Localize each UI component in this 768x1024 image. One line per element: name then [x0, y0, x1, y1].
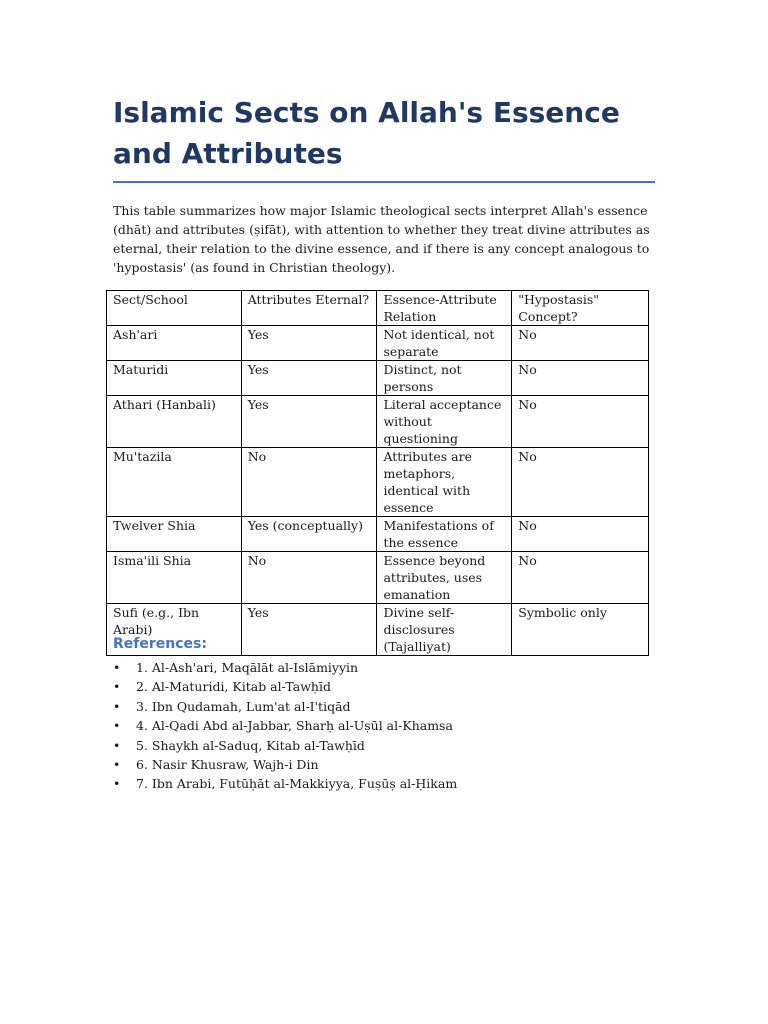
- table-row: [107, 361, 649, 396]
- cell-hypostasis: Symbolic only: [512, 604, 649, 656]
- bullet-icon: •: [113, 776, 121, 792]
- cell-eternal: No: [241, 552, 377, 604]
- bullet-icon: •: [113, 718, 121, 734]
- cell-sect: Ash'ari: [107, 326, 242, 361]
- cell-sect: Athari (Hanbali): [107, 396, 242, 448]
- cell-eternal: Yes (conceptually): [241, 517, 377, 552]
- header-hypostasis-concept: "Hypostasis" Concept?: [512, 291, 649, 326]
- reference-text: 3. Ibn Qudamah, Lum'at al-I'tiqād: [136, 698, 351, 714]
- table-header-row: [107, 291, 649, 326]
- list-item: [113, 697, 655, 716]
- list-item: [113, 677, 655, 696]
- cell-sect: Twelver Shia: [107, 517, 242, 552]
- bullet-icon: •: [113, 737, 121, 753]
- cell-hypostasis: No: [512, 396, 649, 448]
- table-row: [107, 448, 649, 517]
- cell-sect: Mu'tazila: [107, 448, 242, 517]
- cell-relation: Manifestations of the essence: [377, 517, 512, 552]
- cell-hypostasis: No: [512, 552, 649, 604]
- reference-text: 6. Nasir Khusraw, Wajh-i Din: [136, 757, 319, 773]
- cell-eternal: Yes: [241, 604, 377, 656]
- cell-hypostasis: No: [512, 448, 649, 517]
- bullet-icon: •: [113, 698, 121, 714]
- document-page: [113, 92, 655, 792]
- cell-relation: Attributes are metaphors, identical with essence: [377, 448, 512, 517]
- cell-hypostasis: No: [512, 326, 649, 361]
- list-item: [113, 774, 655, 793]
- table-row: [107, 326, 649, 361]
- cell-sect: Sufi (e.g., Ibn Arabi): [107, 604, 242, 656]
- cell-hypostasis: No: [512, 517, 649, 552]
- bullet-icon: •: [113, 679, 121, 695]
- reference-text: 7. Ibn Arabi, Futūḥāt al-Makkiyya, Fuṣūṣ al-Ḥikam: [136, 776, 458, 792]
- cell-sect: Isma'ili Shia: [107, 552, 242, 604]
- cell-sect: Maturidi: [107, 361, 242, 396]
- reference-text: 1. Al-Ash'ari, Maqālāt al-Islāmiyyin: [136, 660, 359, 675]
- cell-eternal: Yes: [241, 361, 377, 396]
- cell-relation: Divine self-disclosures (Tajalliyat): [377, 604, 512, 656]
- cell-hypostasis: No: [512, 361, 649, 396]
- cell-eternal: No: [241, 448, 377, 517]
- table-row: [107, 552, 649, 604]
- bullet-icon: •: [113, 757, 121, 773]
- list-item: [113, 755, 655, 774]
- reference-text: 4. Al-Qadi Abd al-Jabbar, Sharḥ al-Uṣūl al-Khamsa: [136, 718, 453, 734]
- table-row: [107, 517, 649, 552]
- list-item: [113, 716, 655, 735]
- list-item: [113, 658, 655, 677]
- cell-relation: Essence beyond attributes, uses emanation: [377, 552, 512, 604]
- cell-eternal: Yes: [241, 326, 377, 361]
- header-sect-school: Sect/School: [107, 291, 242, 326]
- cell-relation: Not identical, not separate: [377, 326, 512, 361]
- header-attributes-eternal: Attributes Eternal?: [241, 291, 377, 326]
- header-essence-attribute-relation: Essence-Attribute Relation: [377, 291, 512, 326]
- cell-eternal: Yes: [241, 396, 377, 448]
- reference-text: 5. Shaykh al-Saduq, Kitab al-Tawḥīd: [136, 737, 365, 753]
- table-row: [107, 396, 649, 448]
- cell-relation: Distinct, not persons: [377, 361, 512, 396]
- references-section: [113, 634, 655, 794]
- references-list: [113, 658, 655, 794]
- sects-table: [106, 290, 649, 656]
- list-item: [113, 736, 655, 755]
- references-heading: References:: [113, 636, 207, 652]
- bullet-icon: •: [113, 660, 121, 675]
- cell-relation: Literal acceptance without questioning: [377, 396, 512, 448]
- intro-paragraph: This table summarizes how major Islamic theological sects interpret Allah's essence (dhāt) and attributes (ṣifāt), with attention to whether they treat divine attributes as eternal, their relation to the divine essence, and if there is any concept analogous to 'hypostasis' (as found in Christian theology).: [113, 203, 650, 275]
- reference-text: 2. Al-Maturidi, Kitab al-Tawḥīd: [136, 679, 331, 695]
- page-title: Islamic Sects on Allah's Essence and Attributes: [113, 92, 655, 183]
